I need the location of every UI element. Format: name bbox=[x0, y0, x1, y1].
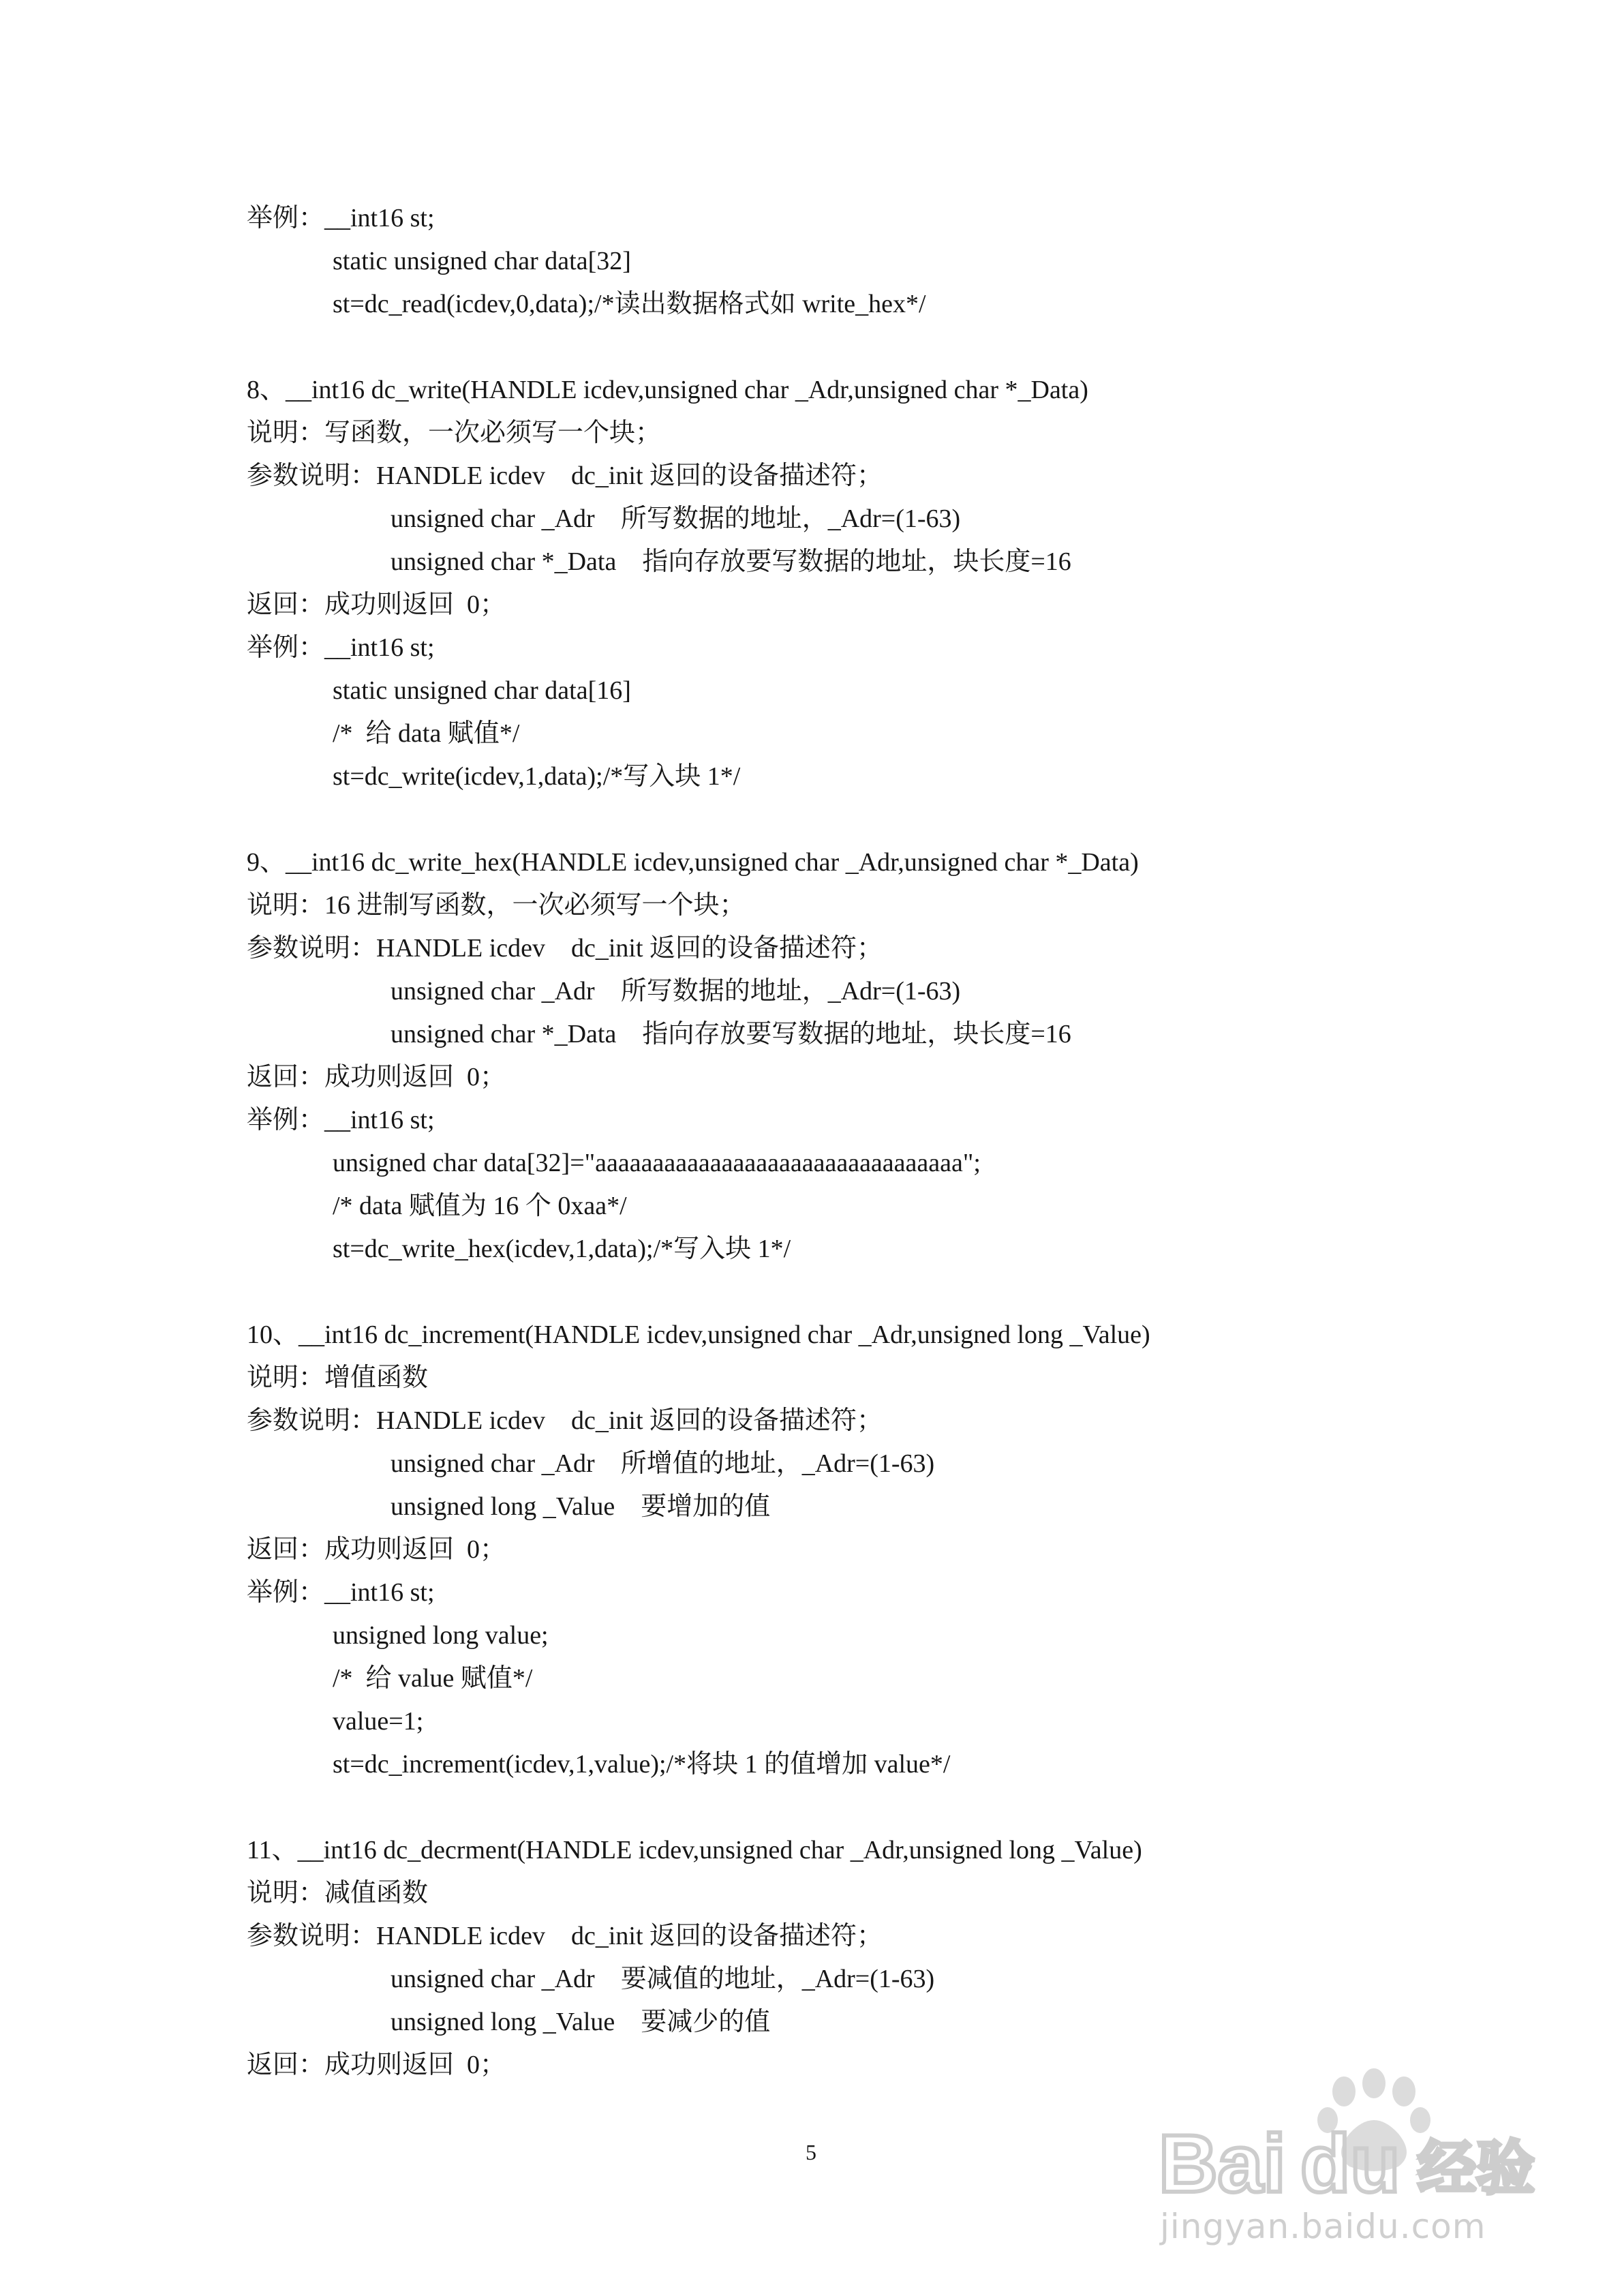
code-line: unsigned char data[32]="aaaaaaaaaaaaaaaaaaaaaaaaaaaaaaaa"; bbox=[333, 1149, 981, 1177]
code-line: st=dc_increment(icdev,1,value);/*将块 1 的值增加 value*/ bbox=[333, 1750, 951, 1779]
params-line: 参数说明：HANDLE icdev dc_init 返回的设备描述符； bbox=[247, 1922, 883, 1950]
code-line: st=dc_write_hex(icdev,1,data);/*写入块 1*/ bbox=[333, 1235, 791, 1263]
baidu-jingyan-watermark bbox=[1145, 2052, 1547, 2256]
svg-text:Bai: Bai bbox=[1159, 2118, 1286, 2209]
param-line: unsigned char *_Data 指向存放要写数据的地址，块长度=16 bbox=[391, 1020, 1071, 1048]
param-line: unsigned long _Value 要减少的值 bbox=[391, 2008, 771, 2036]
code-line: value=1; bbox=[333, 1707, 424, 1736]
description-line: 说明：减值函数 bbox=[247, 1879, 429, 1907]
code-line: static unsigned char data[16] bbox=[333, 676, 631, 705]
page-number: 5 bbox=[806, 2140, 816, 2164]
code-line: st=dc_write(icdev,1,data);/*写入块 1*/ bbox=[333, 762, 741, 791]
svg-text:du: du bbox=[1300, 2118, 1401, 2209]
param-line: unsigned char _Adr 所写数据的地址，_Adr=(1-63) bbox=[391, 504, 961, 533]
example-label-line: 举例：__int16 st; bbox=[247, 1578, 435, 1607]
params-line: 参数说明：HANDLE icdev dc_init 返回的设备描述符； bbox=[247, 1406, 883, 1435]
code-line: /* 给 value 赋值*/ bbox=[333, 1664, 533, 1693]
code-line: unsigned long value; bbox=[333, 1621, 549, 1650]
return-line: 返回：成功则返回 0； bbox=[247, 2051, 506, 2079]
param-line: unsigned char *_Data 指向存放要写数据的地址，块长度=16 bbox=[391, 547, 1071, 576]
param-line: unsigned char _Adr 要减值的地址，_Adr=(1-63) bbox=[391, 1965, 935, 1993]
function-heading-11: 11、__int16 dc_decrment(HANDLE icdev,unsigned char _Adr,unsigned long _Value) bbox=[247, 1836, 1142, 1864]
svg-text:经验: 经验 bbox=[1418, 2134, 1535, 2203]
example-label-line: 举例：__int16 st; bbox=[247, 204, 435, 232]
code-line: /* 给 data 赋值*/ bbox=[333, 719, 520, 748]
function-heading-9: 9、__int16 dc_write_hex(HANDLE icdev,unsigned char _Adr,unsigned char *_Data) bbox=[247, 848, 1139, 877]
code-line: /* data 赋值为 16 个 0xaa*/ bbox=[333, 1192, 627, 1220]
example-label-line: 举例：__int16 st; bbox=[247, 1106, 435, 1134]
param-line: unsigned char _Adr 所写数据的地址，_Adr=(1-63) bbox=[391, 977, 961, 1006]
code-line: static unsigned char data[32] bbox=[333, 247, 631, 275]
param-line: unsigned long _Value 要增加的值 bbox=[391, 1492, 771, 1521]
return-line: 返回：成功则返回 0； bbox=[247, 1063, 506, 1091]
params-line: 参数说明：HANDLE icdev dc_init 返回的设备描述符； bbox=[247, 934, 883, 963]
function-heading-8: 8、__int16 dc_write(HANDLE icdev,unsigned char _Adr,unsigned char *_Data) bbox=[247, 376, 1088, 404]
description-line: 说明：写函数，一次必须写一个块； bbox=[247, 419, 662, 447]
description-line: 说明：16 进制写函数，一次必须写一个块； bbox=[247, 891, 746, 920]
param-line: unsigned char _Adr 所增值的地址，_Adr=(1-63) bbox=[391, 1449, 935, 1478]
code-line: st=dc_read(icdev,0,data);/*读出数据格式如 write_hex*/ bbox=[333, 290, 926, 318]
description-line: 说明：增值函数 bbox=[247, 1363, 429, 1392]
return-line: 返回：成功则返回 0； bbox=[247, 590, 506, 619]
function-heading-10: 10、__int16 dc_increment(HANDLE icdev,unsigned char _Adr,unsigned long _Value) bbox=[247, 1320, 1150, 1349]
watermark-url: jingyan.baidu.com bbox=[1160, 2207, 1486, 2246]
return-line: 返回：成功则返回 0； bbox=[247, 1535, 506, 1564]
params-line: 参数说明：HANDLE icdev dc_init 返回的设备描述符； bbox=[247, 462, 883, 490]
example-label-line: 举例：__int16 st; bbox=[247, 633, 435, 662]
